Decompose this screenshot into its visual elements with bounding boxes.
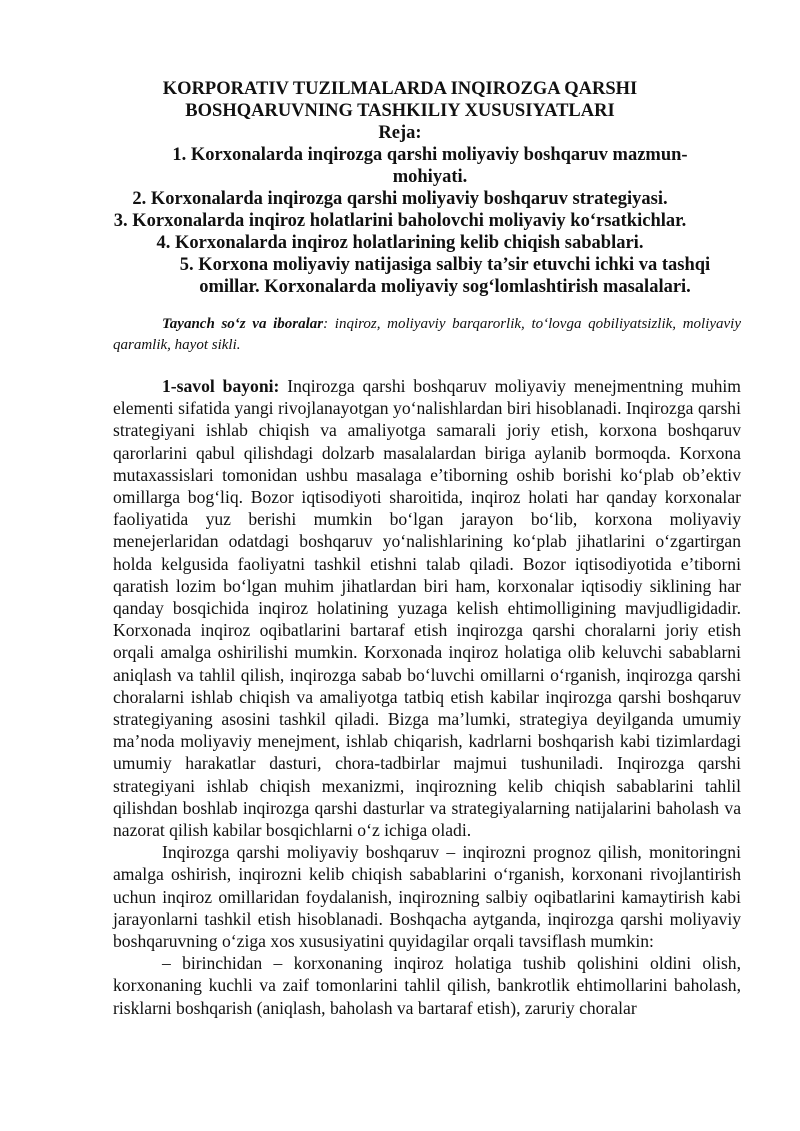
paragraph-1-text: Inqirozga qarshi boshqaruv moliyaviy menejmentning muhim elementi sifatida yangi rivojlanayotgan yo‘nalishlardan biri hisoblanadi. Inqirozga qarshi strategiyani ishlab chiqish va amaliyotga samarali joriy etish, korxona boshqaruv qarorlarini qabul qilishdagi dolzarb masalalardan biriga aylanib bormoqda. Korxona mutaxassislari tomonidan ushbu masalaga e’tiborning oshib borishi ko‘plab ob’ektiv omillarga bog‘liq. Bozor iqtisodiyoti sharoitida, inqiroz holati har qanday korxonalar faoliyatida yuz berishi mumkin bo‘lgan jarayon bo‘lib, korxona moliyaviy menejerlaridan odatdagi boshqaruv yo‘nalishlarining ko‘plab jihatlarini o‘zgartirgan holda kelgusida faoliyatni tashkil etishni talab qiladi. Bozor iqtisodiyotida e’tiborni qaratish lozim bo‘lgan muhim jihatlardan biri ham, korxonalar iqtisodiy siklining har qanday bosqichida inqiroz holatining yuzaga kelish ehtimolligining mavjudligidadir. Korxonada inqiroz oqibatlarini bartaraf etish inqirozga qarshi choralarni joriy etish orqali amalga oshirilishi mumkin. Korxonada inqiroz holatiga olib keluvchi sabablarni aniqlash va tahlil qilish, inqirozga sabab bo‘luvchi omillarni o‘rganish, inqirozga qarshi choralarni ishlab chiqish va amaliyotga tatbiq etish kabilar inqirozga qarshi boshqaruv strategiyaning asosini tashkil qiladi. Bizga ma’lumki, strategiya deyilganda umumiy ma’noda moliyaviy menejment, ishlab chiqarish, kadrlarni boshqarish kabi tizimlardagi umumiy harakatlar dasturi, chora-tadbirlar majmui tushuniladi. Inqirozga qarshi strategiyani ishlab chiqish mexanizmi, inqirozning kelib chiqish sabablarini tahlil qilishdan boshlab inqirozga qarshi dasturlar va strategiyalarning natijalarini baholash va nazorat qilish kabilar bosqichlarni o‘z ichiga oladi. — [113, 376, 741, 841]
plan-item-3: 3. Korxonalarda inqiroz holatlarini baholovchi moliyaviy ko‘rsatkichlar. — [113, 211, 687, 231]
paragraph-3: – birinchidan – korxonaning inqiroz holatiga tushib qolishini oldini olish, korxonaning kuchli va zaif tomonlarini tahlil qilish, bankrotlik ehtimollarini baholash, risklarni boshqarish (aniqlash, baholash va bartaraf etish), zaruriy choralar — [113, 953, 741, 1018]
keywords-paragraph — [113, 314, 741, 356]
plan-item-1: 1. Korxonalarda inqirozga qarshi moliyaviy boshqaruv mazmun-mohiyati. — [172, 145, 688, 187]
plan-heading: Reja: — [378, 123, 422, 143]
paragraph-1 — [113, 375, 741, 841]
body-text — [113, 375, 741, 1019]
plan-item-2: 2. Korxonalarda inqirozga qarshi moliyaviy boshqaruv strategiyasi. — [132, 189, 668, 209]
keywords-text: : inqiroz, moliyaviy barqarorlik, to‘lovga qobiliyatsizlik, moliyaviy qaramlik, hayot sikli. — [113, 316, 742, 353]
keywords-label: Tayanch so‘z va iboralar — [162, 316, 324, 332]
plan-item-5: 5. Korxona moliyaviy natijasiga salbiy ta’sir etuvchi ichki va tashqi omillar. Korxonalarda moliyaviy sog‘lomlashtirish masalalari. — [179, 255, 711, 297]
document-title-line-2: BOSHQARUVNING TASHKILIY XUSUSIYATLARI — [185, 101, 615, 121]
paragraph-2: Inqirozga qarshi moliyaviy boshqaruv – inqirozni prognoz qilish, monitoringni amalga oshirish, inqirozni kelib chiqish sabablarini o‘rganish, korxonani rivojlantirish uchun inqiroz omillaridan foydalanish, inqirozning salbiy oqibatlarini kamaytirish kabi jarayonlarni tashkil etish hisoblanadi. Boshqacha aytganda, inqirozga qarshi moliyaviy boshqaruvning o‘ziga xos xususiyatini quyidagilar orqali tavsiflash mumkin: — [113, 842, 741, 952]
document-title-line-1: KORPORATIV TUZILMALARDA INQIROZGA QARSHI — [162, 79, 638, 99]
section-1-label: 1-savol bayoni: — [162, 376, 280, 396]
plan-item-4: 4. Korxonalarda inqiroz holatlarining kelib chiqish sabablari. — [156, 233, 644, 253]
